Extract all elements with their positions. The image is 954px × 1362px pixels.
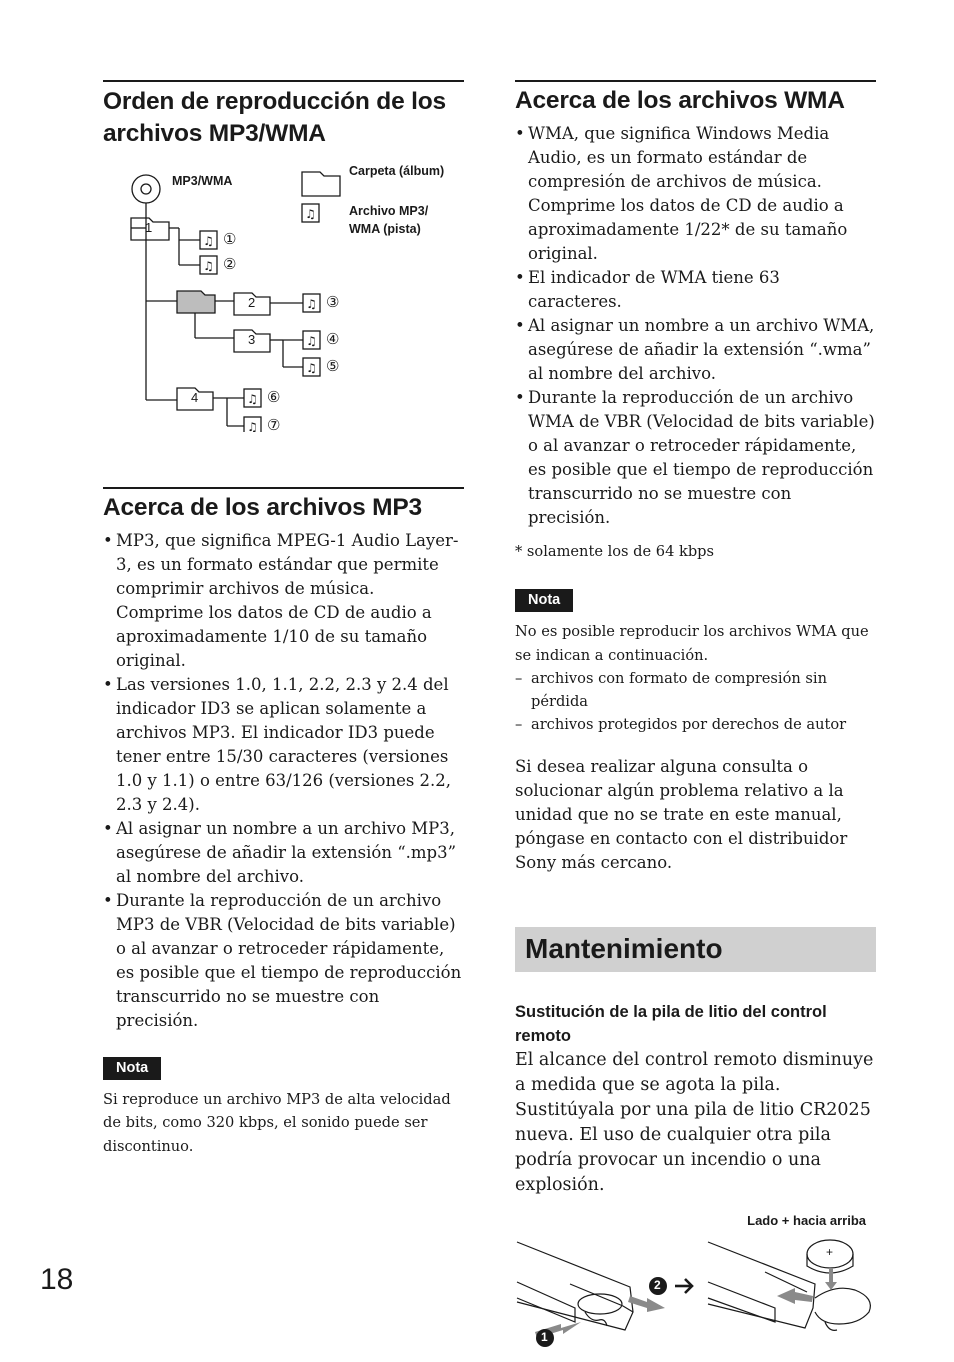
list-item: • WMA, que significa Windows Media Audio, es un formato estándar de compresión de archivos de música. Comprime los datos de CD de audio a aproximadamente 1/22* de su tamaño original.	[515, 122, 876, 266]
section-rule	[103, 487, 464, 489]
note-icon: ♫	[305, 207, 316, 221]
right-column	[515, 80, 876, 1362]
list-item: – archivos con formato de compresión sin pérdida	[515, 667, 876, 714]
battery-plus-mark: +	[826, 1244, 834, 1259]
maintenance-header	[515, 927, 876, 972]
track-number: ⑤	[326, 357, 340, 375]
note-icon: ♫	[306, 361, 317, 375]
folder-number: 2	[248, 295, 256, 310]
track-number: ③	[326, 293, 340, 311]
nota-badge: Nota	[103, 1057, 161, 1080]
track-number: ④	[326, 330, 340, 348]
folder-number: 1	[145, 220, 153, 235]
list-item: • Al asignar un nombre a un archivo WMA, asegúrese de añadir la extensión “.wma” al nombre del archivo.	[515, 314, 876, 386]
note-icon: ♫	[306, 297, 317, 311]
list-item: • Las versiones 1.0, 1.1, 2.2, 2.3 y 2.4 del indicador ID3 se aplican solamente a archivos MP3. El indicador ID3 puede tener entre 15/30 caracteres (versiones 1.0 y 1.1) o entre 63/126 (versiones 2.2, 2.3 y 2.4).	[103, 673, 464, 817]
battery-subheading: Sustitución de la pila de litio del control remoto	[515, 1002, 827, 1045]
list-item: • El indicador de WMA tiene 63 caracteres.	[515, 266, 876, 314]
left-column	[103, 80, 464, 1158]
nota-block	[515, 589, 876, 736]
battery-paragraph: El alcance del control remoto disminuye a medida que se agota la pila. Sustitúyala por una pila de litio CR2025 nueva. El uso de cualquier otra pila podría provocar un incendio o una explosión.	[515, 1049, 874, 1195]
wma-bullet-list	[515, 122, 876, 530]
note-icon: ♫	[203, 234, 214, 248]
step-2-marker: 2	[654, 1277, 661, 1292]
order-section-title: Orden de reproducción de los archivos MP3/WMA	[103, 88, 446, 147]
battery-illustration	[515, 1212, 876, 1362]
list-item: • MP3, que significa MPEG-1 Audio Layer-3, es un formato estándar que permite comprimir archivos de música. Comprime los datos de CD de audio a aproximadamente 1/10 de su tamaño original.	[103, 529, 464, 673]
folder-number: 4	[191, 390, 199, 405]
legend-folder-label: Carpeta (álbum)	[349, 164, 445, 178]
note-icon: ♫	[247, 420, 258, 432]
list-item: • Durante la reproducción de un archivo WMA de VBR (Velocidad de bits variable) o al avanzar o retroceder rápidamente, es posible que el tiempo de reproducción transcurrido no se muestre con precisión.	[515, 386, 876, 530]
nota-text: Si reproduce un archivo MP3 de alta velocidad de bits, como 320 kbps, el sonido puede ser discontinuo.	[103, 1091, 451, 1155]
folder-number: 3	[248, 332, 256, 347]
track-number: ⑦	[267, 416, 281, 434]
note-icon: ♫	[247, 392, 258, 406]
folder-tree-diagram	[103, 162, 464, 432]
track-number: ②	[223, 255, 237, 273]
section-rule	[515, 80, 876, 82]
nota-list	[515, 667, 876, 737]
footnote: * solamente los de 64 kbps	[515, 543, 715, 560]
note-icon: ♫	[203, 259, 214, 273]
legend-file-label: Archivo MP3/ WMA (pista)	[349, 204, 429, 236]
maintenance-title: Mantenimiento	[525, 933, 723, 965]
mp3-section-title: Acerca de los archivos MP3	[103, 494, 422, 521]
track-number: ⑥	[267, 388, 281, 406]
battery-figure	[515, 1212, 876, 1362]
section-rule	[103, 80, 464, 82]
note-icon: ♫	[306, 334, 317, 348]
wma-section-title: Acerca de los archivos WMA	[515, 87, 845, 114]
nota-block	[103, 1057, 464, 1158]
list-item: • Durante la reproducción de un archivo MP3 de VBR (Velocidad de bits variable) o al avanzar o retroceder rápidamente, es posible que el tiempo de reproducción transcurrido no se muestre con precisión.	[103, 889, 464, 1033]
nota-intro: No es posible reproducir los archivos WMA que se indican a continuación.	[515, 623, 869, 664]
side-up-label: Lado + hacia arriba	[747, 1212, 866, 1228]
consult-paragraph: Si desea realizar alguna consulta o solucionar algún problema relativo a la unidad que no se trate en este manual, póngase en contacto con el distribuidor Sony más cercano.	[515, 756, 848, 872]
mp3-bullet-list	[103, 529, 464, 1033]
list-item: • Al asignar un nombre a un archivo MP3, asegúrese de añadir la extensión “.mp3” al nombre del archivo.	[103, 817, 464, 889]
legend-disc-label: MP3/WMA	[172, 174, 233, 188]
list-item: – archivos protegidos por derechos de autor	[515, 713, 876, 736]
nota-badge: Nota	[515, 589, 573, 612]
step-1-marker: 1	[541, 1329, 548, 1344]
page-number: 18	[40, 1263, 74, 1296]
track-number: ①	[223, 230, 237, 248]
